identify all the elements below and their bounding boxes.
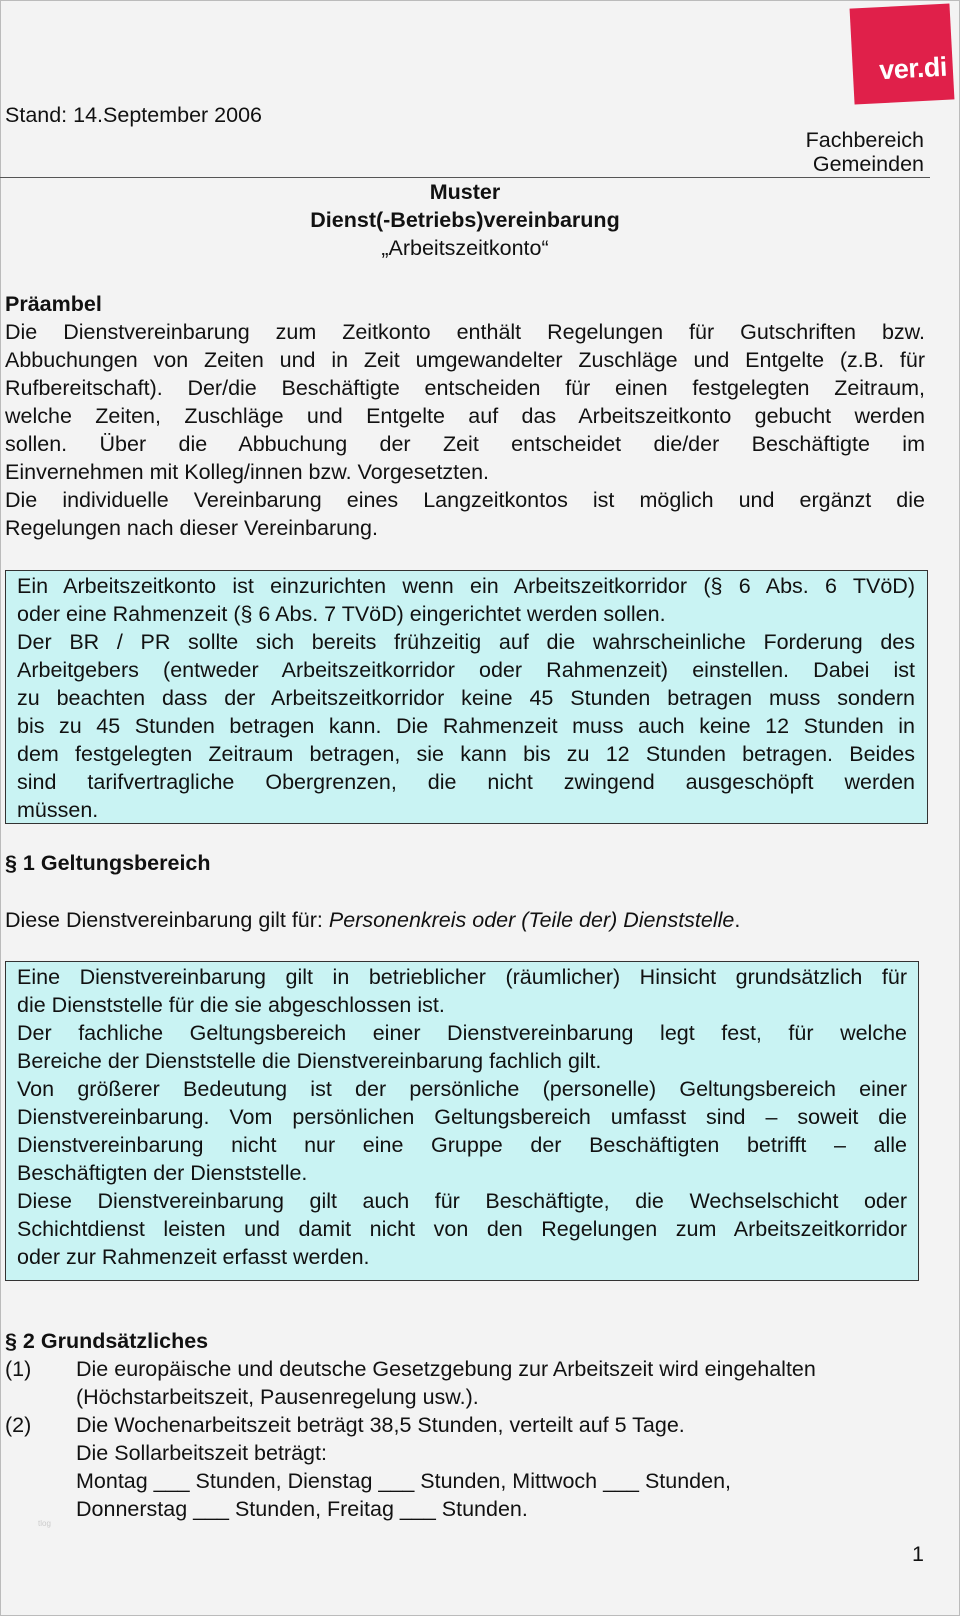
text-line: welche Zeiten, Zuschläge und Entgelte auf das Arbeitszeitkonto gebucht werden [5, 404, 925, 428]
item-line: Die Sollarbeitszeit beträgt: [76, 1441, 327, 1465]
item-line: Donnerstag ___ Stunden, Freitag ___ Stunden. [76, 1497, 528, 1521]
page-number: 1 [912, 1542, 924, 1566]
item-number: (2) [5, 1413, 32, 1437]
preamble-text [5, 318, 925, 542]
text-line: Bereiche der Dienststelle die Dienstvereinbarung fachlich gilt. [17, 1049, 602, 1073]
scope-text: Diese Dienstvereinbarung gilt für: [5, 908, 329, 932]
text-line: Der fachliche Geltungsbereich einer Dienstvereinbarung legt fest, für welche [17, 1021, 907, 1045]
text-line: Die Dienstvereinbarung zum Zeitkonto enthält Regelungen für Gutschriften bzw. [5, 320, 925, 344]
text-line: sollen. Über die Abbuchung der Zeit entscheidet die/der Beschäftigte im [5, 432, 925, 456]
section2 [5, 1327, 925, 1523]
department [806, 128, 924, 176]
text-line: Diese Dienstvereinbarung gilt auch für Beschäftigte, die Wechselschicht oder [17, 1189, 907, 1213]
item-line: Die Wochenarbeitszeit beträgt 38,5 Stunden, verteilt auf 5 Tage. [76, 1413, 685, 1437]
text-line: Schichtdienst leisten und damit nicht von den Regelungen zum Arbeitszeitkorridor [17, 1217, 907, 1241]
stand-date: Stand: 14.September 2006 [5, 103, 262, 127]
department-line2: Gemeinden [812, 152, 924, 176]
title-line1: Muster [429, 180, 501, 204]
text-line: bis zu 45 Stunden betragen kann. Die Rahmenzeit muss auch keine 12 Stunden in [17, 714, 915, 738]
text-line: müssen. [17, 798, 99, 822]
scope-italic: Personenkreis oder (Teile der) Dienststelle [328, 908, 735, 932]
section1-text [5, 906, 740, 934]
note-box-geltungsbereich [5, 961, 919, 1281]
logo-text: ver.di [878, 51, 948, 86]
document-title [0, 178, 930, 262]
scope-end: . [734, 908, 741, 932]
text-line: Einvernehmen mit Kolleg/innen bzw. Vorgesetzten. [5, 460, 490, 484]
text-line: Der BR / PR sollte sich bereits frühzeitig auf die wahrscheinliche Forderung des [17, 630, 915, 654]
note-text [17, 572, 915, 824]
text-line: Arbeitgebers (entweder Arbeitszeitkorridor oder Rahmenzeit) einstellen. Dabei ist [17, 658, 915, 682]
title-line3: „Arbeitszeitkonto“ [381, 236, 549, 260]
watermark: tlog [38, 1519, 51, 1528]
text-line: Dienstvereinbarung. Vom persönlichen Geltungsbereich umfasst sind – soweit die [17, 1105, 907, 1129]
text-line: Rufbereitschaft). Der/die Beschäftigte entscheiden für einen festgelegten Zeitraum, [5, 376, 925, 400]
item-line: Montag ___ Stunden, Dienstag ___ Stunden, Mittwoch ___ Stunden, [76, 1469, 732, 1493]
section1-heading: § 1 Geltungsbereich [5, 851, 211, 875]
preamble-heading: Präambel [5, 292, 102, 316]
item-line: (Höchstarbeitszeit, Pausenregelung usw.). [76, 1385, 479, 1409]
text-line: oder zur Rahmenzeit erfasst werden. [17, 1245, 370, 1269]
text-line: Regelungen nach dieser Vereinbarung. [5, 516, 378, 540]
text-line: Die individuelle Vereinbarung eines Langzeitkontos ist möglich und ergänzt die [5, 488, 925, 512]
note-box-arbeitszeitkonto [5, 570, 928, 824]
text-line: Abbuchungen von Zeiten und in Zeit umgewandelter Zuschläge und Entgelte (z.B. für [5, 348, 925, 372]
section2-heading: § 2 Grundsätzliches [5, 1329, 209, 1353]
text-line: Dienstvereinbarung nicht nur eine Gruppe der Beschäftigten betrifft – alle [17, 1133, 907, 1157]
text-line: zu beachten dass der Arbeitszeitkorridor keine 45 Stunden betragen muss sondern [17, 686, 915, 710]
list-item [5, 1355, 925, 1411]
item-number: (1) [5, 1357, 32, 1381]
text-line: dem festgelegten Zeitraum betragen, sie kann bis zu 12 Stunden betragen. Beides [17, 742, 915, 766]
text-line: die Dienststelle für die sie abgeschlossen ist. [17, 993, 445, 1017]
note-text [17, 963, 907, 1271]
verdi-logo [850, 3, 955, 104]
text-line: Beschäftigten der Dienststelle. [17, 1161, 308, 1185]
section2-items [5, 1355, 925, 1523]
text-line: Eine Dienstvereinbarung gilt in betrieblicher (räumlicher) Hinsicht grundsätzlich für [17, 965, 907, 989]
list-item [5, 1411, 925, 1523]
text-line: sind tarifvertragliche Obergrenzen, die nicht zwingend ausgeschöpft werden [17, 770, 915, 794]
preamble [5, 290, 925, 542]
department-line1: Fachbereich [805, 128, 924, 152]
text-line: Ein Arbeitszeitkonto ist einzurichten wenn ein Arbeitszeitkorridor (§ 6 Abs. 6 TVöD) [17, 574, 915, 598]
item-line: Die europäische und deutsche Gesetzgebung zur Arbeitszeit wird eingehalten [76, 1357, 816, 1381]
text-line: Von größerer Bedeutung ist der persönliche (personelle) Geltungsbereich einer [17, 1077, 907, 1101]
title-line2: Dienst(-Betriebs)vereinbarung [310, 208, 620, 232]
text-line: oder eine Rahmenzeit (§ 6 Abs. 7 TVöD) eingerichtet werden sollen. [17, 602, 666, 626]
